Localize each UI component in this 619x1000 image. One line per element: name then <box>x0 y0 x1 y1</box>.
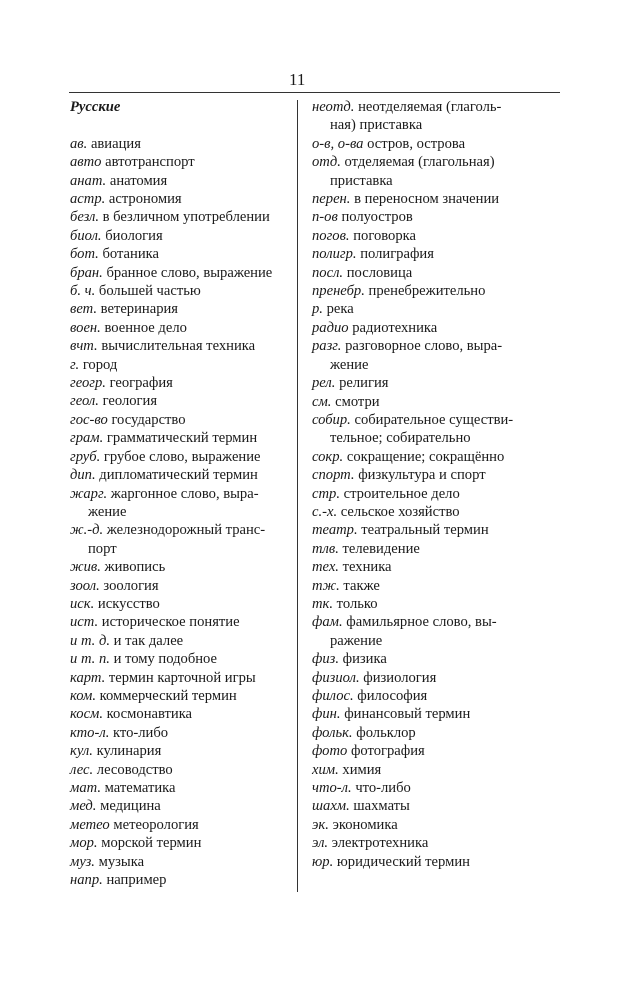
header-rule <box>69 92 560 93</box>
abbreviation-entry <box>312 779 558 797</box>
abbreviation: метео <box>70 816 110 833</box>
abbreviation-meaning: телевидение <box>342 540 420 557</box>
abbreviation-meaning: фамильярное слово, вы- ражение <box>330 614 497 649</box>
abbreviation-entry <box>70 190 294 208</box>
abbreviation: и т. п. <box>70 651 110 668</box>
abbreviation-entry <box>70 687 294 705</box>
abbreviation-entry <box>312 816 558 834</box>
abbreviation: б. ч. <box>70 283 96 300</box>
abbreviation-meaning: также <box>343 577 380 594</box>
abbreviation: жарг. <box>70 485 108 502</box>
abbreviation-entry <box>70 816 294 834</box>
abbreviation-entry <box>312 448 558 466</box>
abbreviation-entry <box>312 503 558 521</box>
abbreviation: и т. д. <box>70 632 110 649</box>
abbreviation-meaning: математика <box>104 780 176 797</box>
abbreviation: бот. <box>70 246 99 263</box>
abbreviation: ж.-д. <box>70 522 104 539</box>
abbreviation: сокр. <box>312 448 344 465</box>
abbreviation-entry <box>312 705 558 723</box>
abbreviation-entry <box>70 834 294 852</box>
abbreviation-entry <box>70 429 294 447</box>
abbreviation-meaning: грамматический термин <box>106 430 258 447</box>
abbreviation-entry <box>312 337 558 374</box>
abbreviation-entry <box>312 153 558 190</box>
abbreviation: рел. <box>312 375 336 392</box>
abbreviation: муз. <box>70 853 95 870</box>
abbreviation: театр. <box>312 522 358 539</box>
abbreviation-entry <box>312 669 558 687</box>
abbreviation: спорт. <box>312 467 355 484</box>
abbreviation: посл. <box>312 264 344 281</box>
abbreviation: юр. <box>312 853 334 870</box>
abbreviation-entry <box>312 742 558 760</box>
abbreviation-entry <box>312 245 558 263</box>
abbreviation: гос-во <box>70 411 108 428</box>
abbreviation-entry <box>70 374 294 392</box>
abbreviation: биол. <box>70 227 102 244</box>
abbreviation: мат. <box>70 780 101 797</box>
abbreviation-meaning: смотри <box>335 393 380 410</box>
abbreviation: фото <box>312 743 348 760</box>
abbreviation: безл. <box>70 209 99 226</box>
abbreviation: погов. <box>312 227 350 244</box>
abbreviation: стр. <box>312 485 340 502</box>
abbreviation-entry <box>70 245 294 263</box>
abbreviation: см. <box>312 393 332 410</box>
abbreviation: неотд. <box>312 99 355 115</box>
abbreviation-meaning: бранное слово, выражение <box>106 264 273 281</box>
abbreviation-entry <box>312 558 558 576</box>
abbreviation-meaning: пренебрежительно <box>368 283 486 300</box>
abbreviation: астр. <box>70 191 106 208</box>
abbreviation-meaning: железнодорожный транс- порт <box>88 522 266 557</box>
abbreviation-meaning: неотделяемая (глаголь- ная) приставка <box>330 99 502 134</box>
abbreviation-entry <box>70 761 294 779</box>
abbreviation-entry <box>70 227 294 245</box>
abbreviation-entry <box>70 392 294 410</box>
abbreviation: вчт. <box>70 338 98 355</box>
abbreviation-meaning: музыка <box>98 853 145 870</box>
abbreviation-entry <box>70 742 294 760</box>
abbreviation-entry <box>312 411 558 448</box>
abbreviation-meaning: город <box>82 356 118 373</box>
abbreviation-entry <box>70 135 294 153</box>
abbreviation-entry <box>70 705 294 723</box>
abbreviation-meaning: сельское хозяйство <box>340 503 460 520</box>
abbreviation-entry <box>312 577 558 595</box>
abbreviation-meaning: государство <box>111 411 186 428</box>
abbreviation: зоол. <box>70 577 100 594</box>
abbreviation: радио <box>312 319 349 336</box>
abbreviation-meaning: геология <box>102 393 158 410</box>
abbreviation-entry <box>70 300 294 318</box>
abbreviation-meaning: электротехника <box>331 835 429 852</box>
abbreviation-entry <box>312 797 558 815</box>
abbreviation-entry <box>70 779 294 797</box>
abbreviation-entry <box>312 227 558 245</box>
abbreviation-entry <box>70 337 294 355</box>
abbreviation-meaning: морской термин <box>101 835 202 852</box>
abbreviation-meaning: космонавтика <box>106 706 193 723</box>
abbreviation-entry <box>70 282 294 300</box>
abbreviation-meaning: вычислительная техника <box>101 338 256 355</box>
abbreviation: мор. <box>70 835 98 852</box>
abbreviation-entry <box>70 448 294 466</box>
abbreviation-entry <box>70 853 294 871</box>
abbreviation-meaning: финансовый термин <box>344 706 471 723</box>
abbreviation: р. <box>312 301 323 318</box>
abbreviation-entry <box>312 98 558 135</box>
abbreviation-meaning: большей частью <box>98 283 201 300</box>
abbreviation: физиол. <box>312 669 360 686</box>
abbreviation: мед. <box>70 798 97 815</box>
abbreviation-meaning: коммерческий термин <box>99 687 237 704</box>
abbreviation-entry <box>70 724 294 742</box>
abbreviation-entry <box>312 393 558 411</box>
abbreviation-entry <box>70 485 294 522</box>
abbreviation-entry <box>70 595 294 613</box>
abbreviation-entry <box>312 208 558 226</box>
abbreviation: фин. <box>312 706 341 723</box>
abbreviation-meaning: театральный термин <box>361 522 489 539</box>
abbreviation-meaning: авиация <box>90 135 141 152</box>
page-number: 11 <box>289 70 306 89</box>
abbreviation: бран. <box>70 264 103 281</box>
abbreviation: карт. <box>70 669 106 686</box>
abbreviation-entry <box>312 595 558 613</box>
left-column <box>70 98 294 889</box>
abbreviation-entry <box>312 853 558 871</box>
abbreviation: кул. <box>70 743 93 760</box>
abbreviation-meaning: грубое слово, выражение <box>103 448 261 465</box>
abbreviation-meaning: и тому подобное <box>113 651 218 668</box>
abbreviation-meaning: что-либо <box>355 780 411 797</box>
abbreviation-meaning: строительное дело <box>343 485 460 502</box>
abbreviation: филос. <box>312 688 354 704</box>
abbreviation-meaning: фотография <box>350 743 425 760</box>
abbreviation-meaning: собирательное существи- тельное; собирательно <box>330 411 514 447</box>
abbreviation-entry <box>70 871 294 889</box>
abbreviation-meaning: автотранспорт <box>105 154 195 171</box>
abbreviation-list <box>312 98 558 871</box>
abbreviation-entry <box>312 319 558 337</box>
abbreviation: вет. <box>70 301 97 318</box>
abbreviation-entry <box>70 356 294 374</box>
abbreviation-entry <box>70 411 294 429</box>
abbreviation: о-в, о-ва <box>312 135 364 152</box>
abbreviation: перен. <box>312 191 351 208</box>
abbreviation: физ. <box>312 651 339 668</box>
abbreviation-meaning: химия <box>342 761 382 778</box>
abbreviation: груб. <box>70 448 101 465</box>
abbreviation: с.-х. <box>312 503 338 520</box>
abbreviation-meaning: живопись <box>104 559 166 576</box>
abbreviation: что-л. <box>312 780 352 797</box>
abbreviation-entry <box>312 687 558 705</box>
abbreviation-entry <box>70 797 294 815</box>
abbreviation-meaning: кулинария <box>96 743 162 760</box>
abbreviation-entry <box>312 466 558 484</box>
abbreviation-meaning: техника <box>342 559 392 576</box>
abbreviation: авто <box>70 154 102 171</box>
abbreviation-meaning: анатомия <box>109 172 168 189</box>
abbreviation: напр. <box>70 872 103 889</box>
abbreviation-meaning: историческое понятие <box>101 614 240 631</box>
abbreviation: кто-л. <box>70 724 110 741</box>
abbreviation-entry <box>70 153 294 171</box>
abbreviation: ист. <box>70 614 99 631</box>
abbreviation: собир. <box>312 411 351 428</box>
right-column <box>312 98 558 871</box>
abbreviation-meaning: физиология <box>363 669 437 686</box>
abbreviation: ав. <box>70 135 88 152</box>
abbreviation-meaning: река <box>326 301 354 318</box>
abbreviation-entry <box>312 613 558 650</box>
abbreviation-entry <box>70 632 294 650</box>
abbreviation-meaning: метеорология <box>113 816 199 833</box>
abbreviation-meaning: география <box>109 375 173 392</box>
abbreviation-entry <box>70 172 294 190</box>
abbreviation-meaning: разговорное слово, выра- жение <box>330 338 503 373</box>
abbreviation-entry <box>70 650 294 668</box>
abbreviation-meaning: юридический термин <box>336 853 470 870</box>
abbreviation: эк. <box>312 816 329 833</box>
abbreviation: отд. <box>312 154 341 171</box>
abbreviation-meaning: остров, острова <box>367 135 466 152</box>
abbreviation-meaning: полиграфия <box>360 246 434 263</box>
abbreviation-meaning: сокращение; сокращённо <box>346 448 505 465</box>
abbreviation-meaning: философия <box>357 688 428 704</box>
abbreviation-meaning: радиотехника <box>352 319 438 336</box>
abbreviation-entry <box>312 521 558 539</box>
abbreviation-entry <box>70 208 294 226</box>
abbreviation-meaning: военное дело <box>104 319 187 336</box>
abbreviation-entry <box>70 264 294 282</box>
abbreviation-entry <box>312 190 558 208</box>
abbreviation: пренебр. <box>312 283 365 300</box>
abbreviation: косм. <box>70 706 104 723</box>
abbreviation-meaning: зоология <box>103 577 159 594</box>
abbreviation: геол. <box>70 393 99 410</box>
abbreviation-meaning: кто-либо <box>113 724 169 741</box>
abbreviation-meaning: медицина <box>100 798 161 815</box>
column-divider <box>297 100 298 892</box>
abbreviation-meaning: только <box>336 595 378 612</box>
abbreviation-entry <box>312 374 558 392</box>
abbreviation: ком. <box>70 687 96 704</box>
abbreviation: шахм. <box>312 798 350 815</box>
abbreviation-meaning: искусство <box>97 595 160 612</box>
abbreviation-meaning: пословица <box>346 264 413 281</box>
abbreviation-meaning: поговорка <box>353 227 416 244</box>
abbreviation-meaning: термин карточной игры <box>108 669 256 686</box>
abbreviation: полигр. <box>312 246 357 263</box>
abbreviation-meaning: экономика <box>332 816 398 833</box>
abbreviation: геогр. <box>70 375 106 392</box>
abbreviation: жив. <box>70 559 101 576</box>
abbreviation-entry <box>70 521 294 558</box>
abbreviation-entry <box>70 613 294 631</box>
abbreviation-entry <box>70 319 294 337</box>
abbreviation-entry <box>312 540 558 558</box>
abbreviation-meaning: физика <box>342 651 387 668</box>
abbreviation: тж. <box>312 577 340 594</box>
abbreviation: тлв. <box>312 540 339 557</box>
abbreviation-entry <box>70 466 294 484</box>
abbreviation-meaning: лесоводство <box>96 761 173 778</box>
abbreviation-entry <box>312 282 558 300</box>
abbreviation: воен. <box>70 319 101 336</box>
abbreviation-meaning: в безличном употреблении <box>102 209 270 226</box>
abbreviation: фам. <box>312 614 343 631</box>
abbreviation-entry <box>312 834 558 852</box>
abbreviation: г. <box>70 356 80 373</box>
abbreviation-entry <box>312 300 558 318</box>
abbreviation: тк. <box>312 595 334 612</box>
abbreviation-list <box>70 135 294 890</box>
abbreviation-meaning: шахматы <box>353 798 410 815</box>
abbreviation-entry <box>312 761 558 779</box>
abbreviation-meaning: полуостров <box>341 209 413 226</box>
abbreviation-meaning: физкультура и спорт <box>358 467 486 484</box>
abbreviation: фольк. <box>312 724 353 741</box>
abbreviation: разг. <box>312 338 342 355</box>
abbreviation: п-ов <box>312 209 338 226</box>
abbreviation-meaning: отделяемая (глагольная) приставка <box>330 154 495 189</box>
abbreviation-meaning: астрономия <box>108 191 182 208</box>
abbreviation-entry <box>70 669 294 687</box>
abbreviation-meaning: например <box>106 872 167 889</box>
abbreviation-meaning: ботаника <box>102 246 159 263</box>
abbreviation: дип. <box>70 467 96 484</box>
abbreviation-meaning: дипломатический термин <box>99 467 258 484</box>
abbreviation-meaning: жаргонное слово, выра- жение <box>88 485 259 520</box>
abbreviation: тех. <box>312 559 339 576</box>
abbreviation: анат. <box>70 172 107 189</box>
abbreviation-entry <box>312 650 558 668</box>
section-heading: Русские <box>70 99 121 115</box>
abbreviation-entry <box>70 558 294 576</box>
abbreviation-meaning: биология <box>105 227 163 244</box>
abbreviation: грам. <box>70 430 104 447</box>
abbreviation: хим. <box>312 761 339 778</box>
abbreviation-entry <box>312 724 558 742</box>
abbreviation-meaning: и так далее <box>113 632 184 649</box>
abbreviation-entry <box>312 135 558 153</box>
abbreviation-entry <box>312 485 558 503</box>
abbreviation-meaning: в переносном значении <box>354 191 500 208</box>
abbreviation-entry <box>312 264 558 282</box>
abbreviation: иск. <box>70 595 95 612</box>
abbreviation-meaning: религия <box>339 375 389 392</box>
abbreviation-meaning: фольклор <box>356 724 416 741</box>
abbreviation: лес. <box>70 761 94 778</box>
abbreviation-meaning: ветеринария <box>100 301 179 318</box>
abbreviation-entry <box>70 577 294 595</box>
abbreviation: эл. <box>312 835 329 852</box>
